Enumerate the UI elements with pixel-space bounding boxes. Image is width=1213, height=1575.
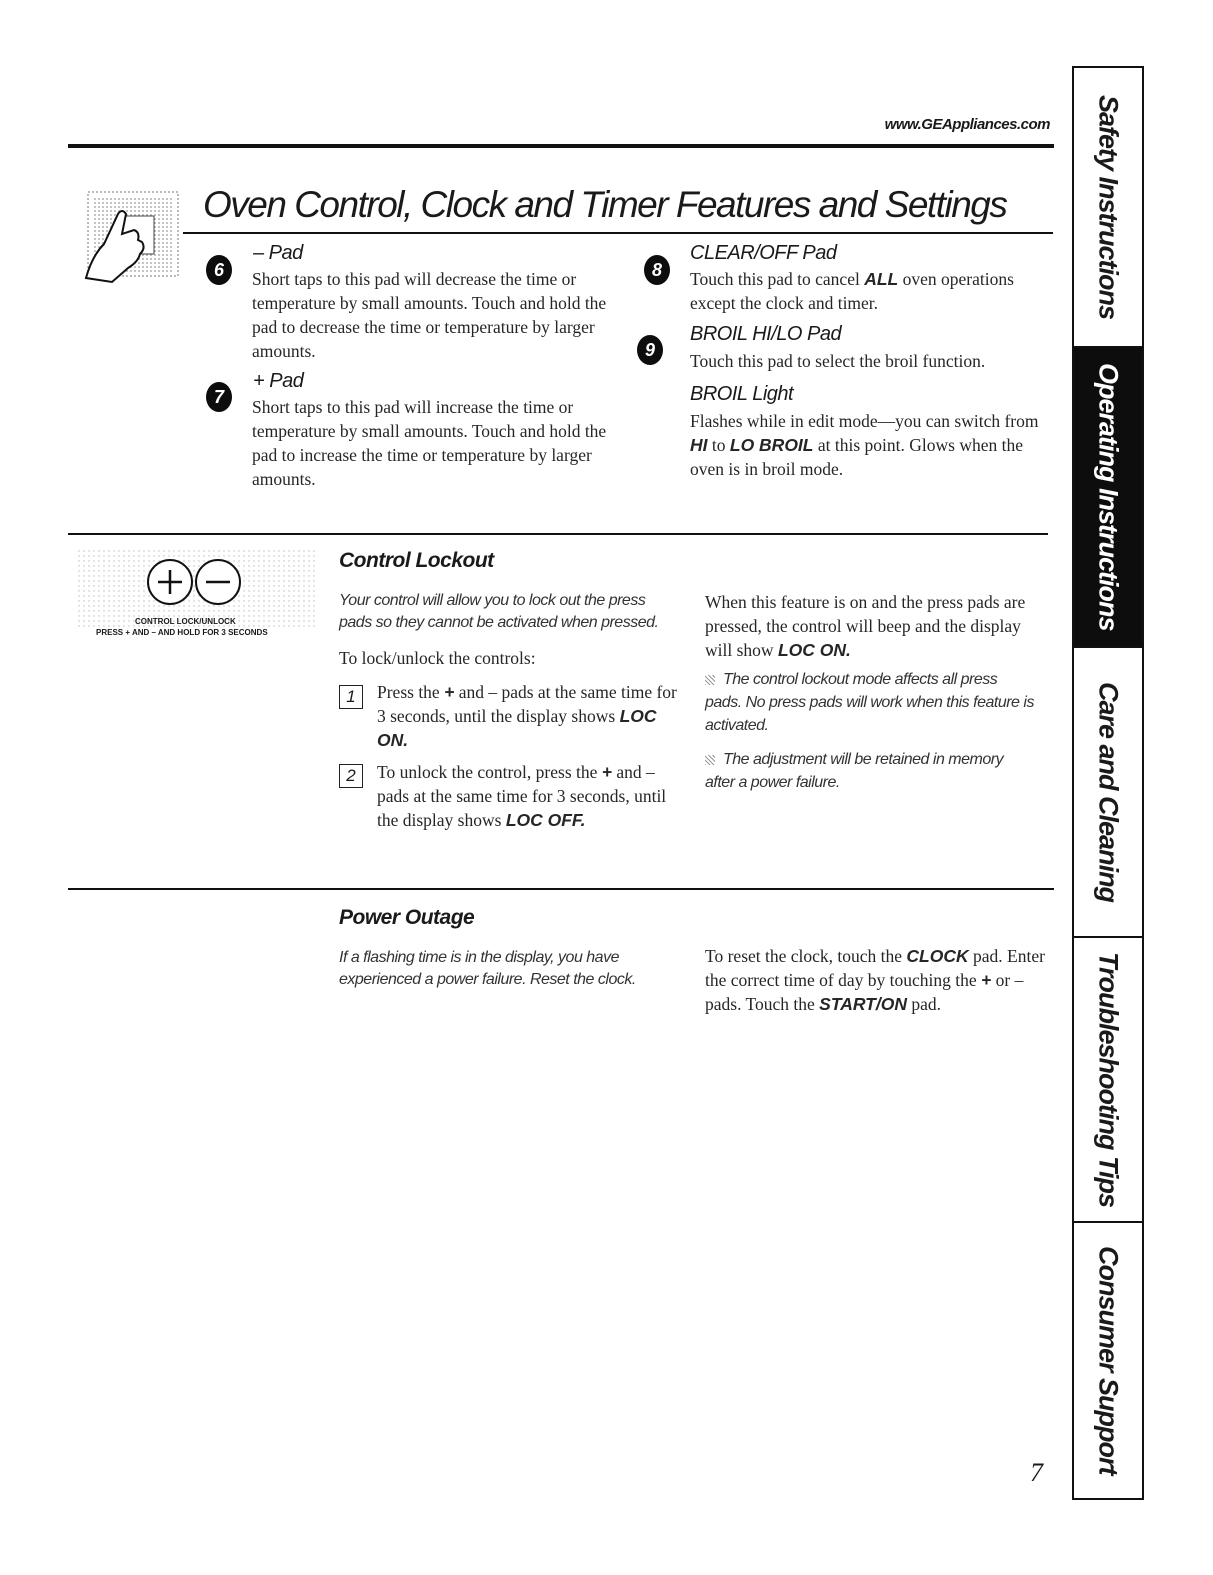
lockout-behavior-text: When this feature is on and the press pads are pressed, the control will beep and the display will show LOC ON. — [705, 592, 1026, 660]
item-number-badge: 9 — [637, 335, 663, 365]
lockout-note: The adjustment will be retained in memory after a power failure. — [705, 751, 1004, 791]
tab-label: Operating Instructions — [1093, 363, 1124, 631]
tab-consumer-support[interactable] — [1074, 1223, 1142, 1498]
clear-off-pad-heading: CLEAR/OFF Pad — [690, 242, 837, 264]
minus-pad-description: Short taps to this pad will decrease the time or temperature by small amounts. Touch and hold the pad to decrease the time or temperature by larger amounts. — [252, 269, 607, 361]
control-lockout-heading: Control Lockout — [339, 549, 494, 572]
hand-press-icon — [82, 186, 182, 286]
tab-care-and-cleaning[interactable] — [1074, 648, 1142, 938]
tab-label: Care and Cleaning — [1093, 681, 1124, 903]
tab-label: Consumer Support — [1093, 1246, 1124, 1475]
clear-off-pad-description: Touch this pad to cancel ALL oven operations except the clock and timer. — [690, 269, 1014, 313]
tab-safety-instructions[interactable] — [1074, 68, 1142, 348]
item-number-badge: 7 — [206, 382, 232, 412]
title-rule — [183, 232, 1053, 234]
tab-troubleshooting-tips[interactable] — [1074, 938, 1142, 1223]
header-rule — [68, 144, 1054, 148]
broil-light-description: Flashes while in edit mode—you can switch from HI to LO BROIL at this point. Glows when the oven is in broil mode. — [690, 411, 1039, 479]
control-lockout-intro: Your control will allow you to lock out the press pads so they cannot be activated when pressed. — [339, 592, 659, 631]
note-bullet-icon — [705, 755, 715, 765]
step-number: 2 — [339, 764, 363, 788]
note-bullet-icon — [705, 675, 715, 685]
section-divider — [68, 533, 1048, 535]
step-number: 1 — [339, 685, 363, 709]
illustration-caption: PRESS + AND – AND HOLD FOR 3 SECONDS — [96, 628, 268, 637]
tab-label: Troubleshooting Tips — [1093, 952, 1124, 1207]
page-title: Oven Control, Clock and Timer Features and Settings — [203, 184, 1007, 225]
broil-pad-heading: BROIL HI/LO Pad — [690, 323, 842, 345]
item-number-badge: 8 — [644, 255, 670, 285]
power-outage-intro: If a flashing time is in the display, you have experienced a power failure. Reset the clock. — [339, 949, 636, 988]
section-divider — [68, 888, 1054, 890]
minus-pad-heading: – Pad — [253, 242, 303, 264]
lock-step: Press the + and – pads at the same time for 3 seconds, until the display shows LOC ON. — [377, 682, 677, 750]
tab-operating-instructions[interactable] — [1074, 348, 1142, 648]
broil-light-heading: BROIL Light — [690, 383, 794, 405]
plus-pad-description: Short taps to this pad will increase the time or temperature by small amounts. Touch and hold the pad to increase the time or temperature by larger amounts. — [252, 397, 607, 489]
website-url: www.GEAppliances.com — [884, 116, 1050, 133]
page-number: 7 — [1030, 1458, 1043, 1487]
unlock-step: To unlock the control, press the + and – pads at the same time for 3 seconds, until the display shows LOC OFF. — [377, 762, 667, 830]
item-number-badge: 6 — [206, 255, 232, 285]
lock-instructions-lead: To lock/unlock the controls: — [339, 648, 536, 668]
tab-label: Safety Instructions — [1093, 94, 1124, 320]
illustration-caption: CONTROL LOCK/UNLOCK — [135, 617, 236, 626]
power-outage-heading: Power Outage — [339, 906, 475, 929]
lockout-note: The control lockout mode affects all press pads. No press pads will work when this feature is activated. — [705, 671, 1034, 734]
broil-pad-description: Touch this pad to select the broil function. — [690, 351, 986, 371]
section-tabs — [1072, 66, 1144, 1500]
plus-pad-heading: + Pad — [253, 370, 304, 392]
power-outage-instructions: To reset the clock, touch the CLOCK pad. Enter the correct time of day by touching the + or – pads. Touch the START/ON pad. — [705, 946, 1045, 1014]
